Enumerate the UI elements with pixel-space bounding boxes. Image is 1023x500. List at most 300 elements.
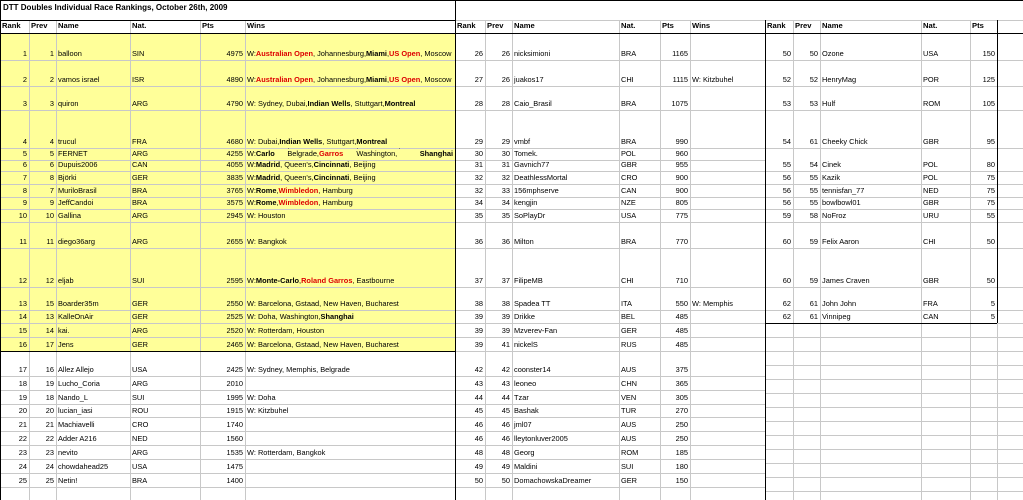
block2-prev-cell: 43 <box>501 379 510 389</box>
block1-prev-cell: 16 <box>45 365 54 375</box>
block1-name-cell: trucul <box>58 137 77 147</box>
block2-nat-cell: GBR <box>621 160 638 170</box>
block1-wins-cell <box>245 376 455 390</box>
block1-nat-cell: BRA <box>132 476 148 486</box>
block3-name-cell: Kazik <box>822 173 841 183</box>
block2-pts-cell: 250 <box>675 420 688 430</box>
block3-nat-cell: URU <box>923 211 940 221</box>
block3-pts-cell: 125 <box>982 75 995 85</box>
block2-wins-cell <box>690 404 765 417</box>
block3-nat-cell: POR <box>923 75 940 85</box>
block2-pts-cell: 485 <box>675 326 688 336</box>
block2-prev-cell: 41 <box>501 340 510 350</box>
block3-nat-cell: USA <box>923 49 939 59</box>
block2-name-cell: juakos17 <box>514 75 544 85</box>
wins-text: Miami <box>366 49 387 59</box>
block1-nat-cell: CRO <box>132 420 149 430</box>
block2-name-cell: Drikke <box>514 312 535 322</box>
block2-name-cell: Gavnich77 <box>514 160 550 170</box>
wins-text: W: Barcelona, Gstaad, New Haven, Bucharest <box>247 299 399 309</box>
block3-pts-cell: 75 <box>986 173 995 183</box>
block2-pts-cell: 270 <box>675 406 688 416</box>
block3-rank-cell: 62 <box>782 312 791 322</box>
wins-text: , Stuttgart, <box>322 137 357 147</box>
wins-text: W: Doha <box>247 393 276 403</box>
block2-wins-cell <box>690 417 765 431</box>
block1-rank-cell: 12 <box>18 276 27 286</box>
block2-pts-cell: 180 <box>675 462 688 472</box>
block1-rank-cell: 23 <box>18 448 27 458</box>
block2-nat-cell: CHI <box>621 276 634 286</box>
block1-wins-cell <box>245 431 455 445</box>
wins-text: W: <box>247 49 256 59</box>
wins-text: , <box>276 198 279 208</box>
block1-rank-cell: 18 <box>18 379 27 389</box>
block3-rank-cell: 56 <box>782 173 791 183</box>
block2-rank-cell: 32 <box>474 173 483 183</box>
block3-prev-cell: 55 <box>809 198 818 208</box>
wins-text: Garros <box>318 149 344 159</box>
block1-wins-cell <box>245 171 455 184</box>
block1-rank-cell: 19 <box>18 393 27 403</box>
block1-pts-cell: 2945 <box>226 211 243 221</box>
block3-pts-cell: 5 <box>990 312 995 322</box>
block3-rank-cell: 62 <box>782 299 791 309</box>
wins-text: , Queen's, <box>280 160 314 170</box>
block2-name-cell: Maldini <box>514 462 538 472</box>
block2-nat-cell: SUI <box>621 462 634 472</box>
block3-name-cell: tennisfan_77 <box>822 186 865 196</box>
block3-header-prev: Prev <box>795 21 812 31</box>
wins-text: , Hamburg <box>318 198 353 208</box>
block2-wins-cell <box>690 60 765 86</box>
block1-pts-cell: 1400 <box>226 476 243 486</box>
block2-header-nat: Nat. <box>621 21 636 31</box>
wins-text: Cincinnati <box>313 160 350 170</box>
block1-header-pts: Pts <box>202 21 214 31</box>
block1-nat-cell: BRA <box>132 198 148 208</box>
block3-pts-cell: 95 <box>986 137 995 147</box>
wins-text: , Eastbourne <box>352 276 395 286</box>
block1-nat-cell: ARG <box>132 448 149 458</box>
block2-pts-cell: 775 <box>675 211 688 221</box>
block1-rank-cell: 3 <box>22 99 27 109</box>
block2-prev-cell: 26 <box>501 49 510 59</box>
block3-rank-cell: 52 <box>782 75 791 85</box>
block1-pts-cell: 1995 <box>226 393 243 403</box>
block3-nat-cell: FRA <box>923 299 938 309</box>
block1-wins-cell <box>245 33 455 60</box>
grid-line-h <box>765 379 1023 380</box>
block1-rank-cell: 7 <box>22 173 27 183</box>
block1-prev-cell: 18 <box>45 393 54 403</box>
block2-rank-cell: 35 <box>474 211 483 221</box>
block2-name-cell: nickelS <box>514 340 538 350</box>
block2-pts-cell: 375 <box>675 365 688 375</box>
block1-rank-cell: 6 <box>22 160 27 170</box>
block2-name-cell: jml07 <box>514 420 532 430</box>
block2-prev-cell: 44 <box>501 393 510 403</box>
block3-nat-cell: CHI <box>923 237 936 247</box>
block2-nat-cell: AUS <box>621 434 637 444</box>
wins-text: W: <box>247 276 256 286</box>
block2-prev-cell: 46 <box>501 420 510 430</box>
block2-pts-cell: 150 <box>675 476 688 486</box>
block1-rank-cell: 1 <box>22 49 27 59</box>
block1-pts-cell: 1740 <box>226 420 243 430</box>
block1-nat-cell: ARG <box>132 237 149 247</box>
block1-wins-cell <box>245 86 455 110</box>
block3-rank-cell: 59 <box>782 211 791 221</box>
block3-rank-cell: 60 <box>782 237 791 247</box>
block2-wins-cell <box>690 445 765 459</box>
wins-text: Indian Wells <box>279 137 323 147</box>
block1-wins-cell <box>245 351 455 376</box>
block2-rank-cell: 39 <box>474 340 483 350</box>
wins-text: Montreal <box>384 99 416 109</box>
block3-header-rank: Rank <box>767 21 786 31</box>
block1-wins-cell <box>245 404 455 417</box>
block2-name-cell: FilipeMB <box>514 276 543 286</box>
block1-pts-cell: 4890 <box>226 75 243 85</box>
block2-pts-cell: 1165 <box>672 49 688 59</box>
block1-pts-cell: 3575 <box>226 198 243 208</box>
block1-nat-cell: GER <box>132 173 149 183</box>
wins-text: W: <box>247 75 256 85</box>
block2-nat-cell: AUS <box>621 365 637 375</box>
block1-rank-cell: 8 <box>22 186 27 196</box>
block1-nat-cell: SUI <box>132 276 145 286</box>
block1-prev-cell: 11 <box>46 237 54 247</box>
block1-name-cell: Netin! <box>58 476 78 486</box>
block3-nat-cell: ROM <box>923 99 941 109</box>
grid-line-h <box>765 365 1023 366</box>
block2-name-cell: DomachowskaDreamer <box>514 476 592 486</box>
grid-line-h <box>765 351 1023 352</box>
block2-pts-cell: 960 <box>675 149 688 159</box>
block2-rank-cell: 26 <box>474 49 483 59</box>
block1-nat-cell: ARG <box>132 379 149 389</box>
block1-wins-cell <box>245 323 455 337</box>
block2-prev-cell: 38 <box>501 299 510 309</box>
block2-prev-cell: 48 <box>501 448 510 458</box>
wins-text: W: Bangkok <box>247 237 287 247</box>
block1-nat-cell: SIN <box>132 49 145 59</box>
block1-name-cell: lucian_iasi <box>58 406 93 416</box>
block1-nat-cell: GER <box>132 299 149 309</box>
block2-rank-cell: 37 <box>474 276 483 286</box>
block2-wins-cell <box>690 473 765 487</box>
grid-line-h <box>0 487 765 488</box>
wins-text: W: Memphis <box>692 299 733 309</box>
block1-prev-cell: 24 <box>45 462 54 472</box>
block2-header-prev: Prev <box>487 21 504 31</box>
block2-wins-cell <box>690 459 765 473</box>
grid-line-h <box>765 449 1023 450</box>
block2-rank-cell: 39 <box>474 326 483 336</box>
block1-rank-cell: 11 <box>19 237 27 247</box>
block1-nat-cell: BRA <box>132 186 148 196</box>
block1-name-cell: nevito <box>58 448 78 458</box>
block2-pts-cell: 1075 <box>671 99 688 109</box>
block1-rank-cell: 17 <box>18 365 27 375</box>
block2-wins-cell <box>690 148 765 160</box>
block2-nat-cell: BRA <box>621 49 637 59</box>
wins-text: W: Rotterdam, Bangkok <box>247 448 326 458</box>
block3-pts-cell: 55 <box>986 211 995 221</box>
grid-line-h <box>765 435 1023 436</box>
block2-wins-cell <box>690 209 765 222</box>
block2-wins-cell <box>690 86 765 110</box>
block2-rank-cell: 27 <box>474 75 483 85</box>
wins-text: W: Doha, Washington, <box>247 312 321 322</box>
block2-prev-cell: 35 <box>501 211 510 221</box>
block2-prev-cell: 26 <box>501 75 510 85</box>
wins-text: , Queen's, <box>280 173 314 183</box>
block2-header-rank: Rank <box>457 21 476 31</box>
block1-pts-cell: 1535 <box>226 448 243 458</box>
block1-nat-cell: FRA <box>132 137 147 147</box>
block1-prev-cell: 1 <box>49 49 54 59</box>
block2-name-cell: Caio_Brasil <box>514 99 552 109</box>
wins-text: Cincinnati <box>313 173 350 183</box>
block1-pts-cell: 2655 <box>226 237 243 247</box>
block1-wins-cell <box>245 222 455 248</box>
block1-wins-cell <box>245 184 455 197</box>
block3-pts-cell: 50 <box>986 276 995 286</box>
block1-wins-cell <box>245 110 455 148</box>
block3-pts-cell: 80 <box>986 160 995 170</box>
block2-name-cell: SoPlayDr <box>514 211 546 221</box>
wins-text: Indian Wells <box>307 99 351 109</box>
block3-nat-cell: POL <box>923 173 938 183</box>
block1-nat-cell: ARG <box>132 99 149 109</box>
wins-text: Rome <box>255 198 277 208</box>
block2-pts-cell: 900 <box>675 173 688 183</box>
wins-text: US Open <box>389 75 421 85</box>
block2-pts-cell: 485 <box>675 312 688 322</box>
wins-text: Shanghai <box>419 149 453 159</box>
block3-pts-cell: 75 <box>986 186 995 196</box>
block1-nat-cell: ARG <box>132 211 149 221</box>
grid-line-h <box>765 421 1023 422</box>
block3-header-name: Name <box>822 21 843 31</box>
block1-prev-cell: 2 <box>49 75 54 85</box>
block2-prev-cell: 50 <box>501 476 510 486</box>
block2-pts-cell: 365 <box>675 379 688 389</box>
wins-text: Washington, <box>356 149 398 159</box>
block3-prev-cell: 59 <box>809 276 818 286</box>
wins-text: Belgrade, <box>287 149 319 159</box>
wins-text: US Open <box>389 49 421 59</box>
block1-name-cell: Jens <box>58 340 74 350</box>
block1-wins-cell <box>245 310 455 323</box>
block2-nat-cell: CAN <box>621 186 637 196</box>
wins-text: Shanghai <box>320 312 354 322</box>
block3-prev-cell: 61 <box>809 137 818 147</box>
block1-pts-cell: 2550 <box>226 299 243 309</box>
block1-prev-cell: 8 <box>49 173 54 183</box>
block3-pts-cell: 105 <box>982 99 995 109</box>
block2-pts-cell: 1115 <box>672 75 688 85</box>
block1-prev-cell: 5 <box>49 149 54 159</box>
wins-text: W: Houston <box>247 211 286 221</box>
block3-rank-cell: 50 <box>782 49 791 59</box>
block1-rank-cell: 4 <box>22 137 27 147</box>
block2-prev-cell: 36 <box>501 237 510 247</box>
block3-name-cell: Hulf <box>822 99 836 109</box>
block1-rank-cell: 15 <box>18 326 27 336</box>
block1-name-cell: vamos israel <box>58 75 100 85</box>
block2-prev-cell: 37 <box>501 276 510 286</box>
block1-prev-cell: 21 <box>45 420 54 430</box>
block1-rank-cell: 5 <box>22 149 27 159</box>
block1-prev-cell: 15 <box>45 299 54 309</box>
block3-name-cell: HenryMag <box>822 75 857 85</box>
block2-name-cell: lleytonluver2005 <box>514 434 568 444</box>
wins-text: , <box>386 49 390 59</box>
wins-text: Wimbledon <box>278 186 319 196</box>
grid-line-h <box>765 323 997 324</box>
block2-wins-cell <box>690 33 765 60</box>
wins-text: Monte-Carlo <box>255 276 300 286</box>
block2-nat-cell: TUR <box>621 406 637 416</box>
block1-pts-cell: 4055 <box>226 160 243 170</box>
grid-line-h <box>765 463 1023 464</box>
block2-name-cell: kengjin <box>514 198 538 208</box>
block1-name-cell: balloon <box>58 49 82 59</box>
block3-prev-cell: 61 <box>809 299 818 309</box>
wins-text: , Beijing <box>349 160 376 170</box>
block1-pts-cell: 2520 <box>226 326 243 336</box>
block2-rank-cell: 36 <box>474 237 483 247</box>
block2-nat-cell: AUS <box>621 420 637 430</box>
sheet-title: DTT Doubles Individual Race Rankings, October 26th, 2009 <box>3 3 228 12</box>
wins-text: , Moscow <box>420 75 452 85</box>
block1-nat-cell: ARG <box>132 326 149 336</box>
block1-nat-cell: NED <box>132 434 148 444</box>
block2-name-cell: 156mphserve <box>514 186 559 196</box>
block1-rank-cell: 21 <box>18 420 27 430</box>
block1-pts-cell: 1560 <box>226 434 243 444</box>
block1-prev-cell: 6 <box>49 160 54 170</box>
wins-text: , Hamburg <box>318 186 353 196</box>
block2-pts-cell: 770 <box>675 237 688 247</box>
wins-text: W: Kitzbuhel <box>692 75 734 85</box>
block1-name-cell: kai. <box>58 326 70 336</box>
block1-wins-cell <box>245 445 455 459</box>
block2-prev-cell: 49 <box>501 462 510 472</box>
block2-prev-cell: 46 <box>501 434 510 444</box>
block1-pts-cell: 4680 <box>226 137 243 147</box>
block2-pts-cell: 955 <box>675 160 688 170</box>
block2-rank-cell: 32 <box>474 186 483 196</box>
block1-pts-cell: 2595 <box>226 276 243 286</box>
block2-nat-cell: CRO <box>621 173 638 183</box>
block1-header-prev: Prev <box>31 21 48 31</box>
wins-text: W: Rotterdam, Houston <box>247 326 325 336</box>
block2-prev-cell: 34 <box>501 198 510 208</box>
block3-nat-cell: GBR <box>923 198 940 208</box>
block2-prev-cell: 39 <box>501 326 510 336</box>
block1-nat-cell: ROU <box>132 406 149 416</box>
grid-line-h <box>765 337 1023 338</box>
block1-wins-cell <box>245 287 455 310</box>
block1-prev-cell: 20 <box>45 406 54 416</box>
block1-nat-cell: GER <box>132 312 149 322</box>
wins-text: Australian Open <box>255 75 313 85</box>
block2-wins-cell <box>690 310 765 323</box>
block2-rank-cell: 42 <box>474 365 483 375</box>
block2-rank-cell: 43 <box>474 379 483 389</box>
block1-prev-cell: 12 <box>45 276 54 286</box>
wins-text: Roland Garros <box>301 276 353 286</box>
block2-rank-cell: 45 <box>474 406 483 416</box>
block2-name-cell: DeathlessMortal <box>514 173 568 183</box>
block3-nat-cell: CAN <box>923 312 939 322</box>
block1-rank-cell: 25 <box>18 476 27 486</box>
block2-nat-cell: VEN <box>621 393 637 403</box>
block2-nat-cell: GER <box>621 326 638 336</box>
block2-rank-cell: 39 <box>474 312 483 322</box>
block1-rank-cell: 22 <box>18 434 27 444</box>
block2-header-name: Name <box>514 21 535 31</box>
block2-rank-cell: 29 <box>474 137 483 147</box>
block2-header-pts: Pts <box>662 21 674 31</box>
block3-name-cell: Cheeky Chick <box>822 137 868 147</box>
block2-name-cell: Mzverev-Fan <box>514 326 558 336</box>
block2-name-cell: coonster14 <box>514 365 551 375</box>
block2-prev-cell: 39 <box>501 312 510 322</box>
block1-rank-cell: 24 <box>18 462 27 472</box>
block2-wins-cell <box>690 376 765 390</box>
block2-name-cell: Milton <box>514 237 534 247</box>
block2-nat-cell: BRA <box>621 137 637 147</box>
block1-wins-cell <box>245 248 455 287</box>
wins-text: W: Kitzbuhel <box>247 406 289 416</box>
block1-rank-cell: 13 <box>18 299 27 309</box>
block2-rank-cell: 49 <box>474 462 483 472</box>
block1-prev-cell: 17 <box>45 340 54 350</box>
block1-prev-cell: 10 <box>45 211 54 221</box>
block3-prev-cell: 54 <box>809 160 818 170</box>
block1-name-cell: Nando_L <box>58 393 88 403</box>
block3-rank-cell: 56 <box>782 186 791 196</box>
block2-nat-cell: ITA <box>621 299 632 309</box>
block1-rank-cell: 16 <box>18 340 27 350</box>
block1-wins-cell <box>245 417 455 431</box>
block2-pts-cell: 185 <box>675 448 688 458</box>
block1-name-cell: Machiavelli <box>58 420 95 430</box>
block1-wins-cell <box>245 473 455 487</box>
grid-line-h <box>765 491 1023 492</box>
block2-prev-cell: 32 <box>501 173 510 183</box>
block3-pts-cell: 5 <box>990 299 995 309</box>
block2-prev-cell: 28 <box>501 99 510 109</box>
block2-rank-cell: 46 <box>474 420 483 430</box>
block3-prev-cell: 53 <box>809 99 818 109</box>
block2-nat-cell: USA <box>621 211 637 221</box>
block1-prev-cell: 3 <box>49 99 54 109</box>
wins-text: Rome <box>255 186 277 196</box>
wins-text: W: Sydney, Dubai, <box>247 99 308 109</box>
block1-wins-cell <box>245 197 455 209</box>
block1-pts-cell: 4975 <box>226 49 243 59</box>
block2-nat-cell: GER <box>621 476 638 486</box>
block1-prev-cell: 4 <box>49 137 54 147</box>
block3-prev-cell: 59 <box>809 237 818 247</box>
block1-header-wins: Wins <box>247 21 266 31</box>
